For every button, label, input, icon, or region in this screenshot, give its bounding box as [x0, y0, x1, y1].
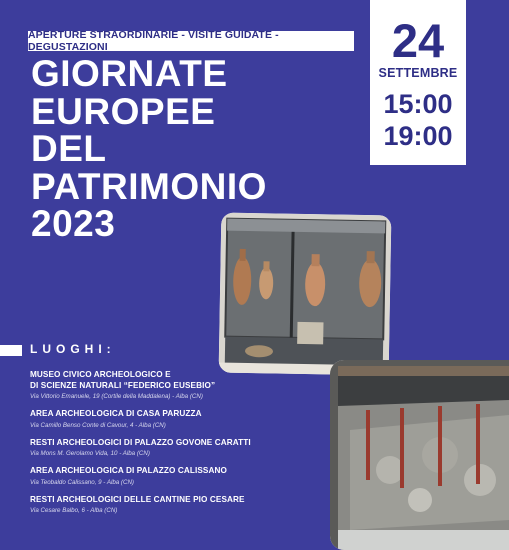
location-item: [30, 438, 330, 458]
excavation-illustration: [330, 360, 509, 550]
location-address: Via Vittorio Emanuele, 19 (Cortile della Maddalena) - Alba (CN): [30, 393, 203, 400]
event-day: 24: [391, 14, 445, 67]
location-item: [30, 370, 330, 400]
amphorae-illustration: [219, 213, 392, 376]
location-item: [30, 466, 330, 486]
location-name: AREA ARCHEOLOGICA DI CASA PARUZZA: [30, 409, 202, 418]
title-line: DEL: [31, 128, 107, 169]
location-name: RESTI ARCHEOLOGICI DELLE CANTINE PIO CESARE: [30, 494, 245, 504]
locations-marker: [0, 345, 22, 356]
location-name: RESTI ARCHEOLOGICI DI PALAZZO GOVONE CARATTI: [30, 437, 251, 447]
end-time: 19:00: [383, 121, 453, 151]
title-line: PATRIMONIO: [31, 165, 267, 207]
locations-heading: LUOGHI:: [30, 342, 116, 356]
museum-amphorae-photo: [219, 213, 392, 376]
event-month: SETTEMBRE: [378, 66, 458, 80]
location-address: Via Teobaldo Calissano, 9 - Alba (CN): [30, 478, 134, 486]
location-address: Via Mons M. Gerolamo Vida, 10 - Alba (CN): [30, 450, 150, 457]
location-name: MUSEO CIVICO ARCHEOLOGICO E DI SCIENZE NATURALI “FEDERICO EUSEBIO”: [30, 370, 216, 390]
location-item: [30, 409, 330, 429]
event-types-banner: APERTURE STRAORDINARIE - VISITE GUIDATE - DEGUSTAZIONI: [28, 31, 354, 51]
location-address: Via Camillo Benso Conte di Cavour, 4 - Alba (CN): [30, 421, 166, 429]
location-address: Via Cesare Balbo, 6 - Alba (CN): [30, 507, 118, 514]
location-item: [30, 495, 330, 515]
title-line: EUROPEE: [31, 90, 216, 132]
title-line: 2023: [31, 203, 116, 244]
date-box: [370, 0, 466, 165]
location-name: AREA ARCHEOLOGICA DI PALAZZO CALISSANO: [30, 466, 227, 475]
title-line: GIORNATE: [31, 53, 228, 94]
locations-list: [30, 370, 330, 523]
excavation-site-photo: [330, 360, 509, 550]
start-time: 15:00: [383, 89, 453, 119]
